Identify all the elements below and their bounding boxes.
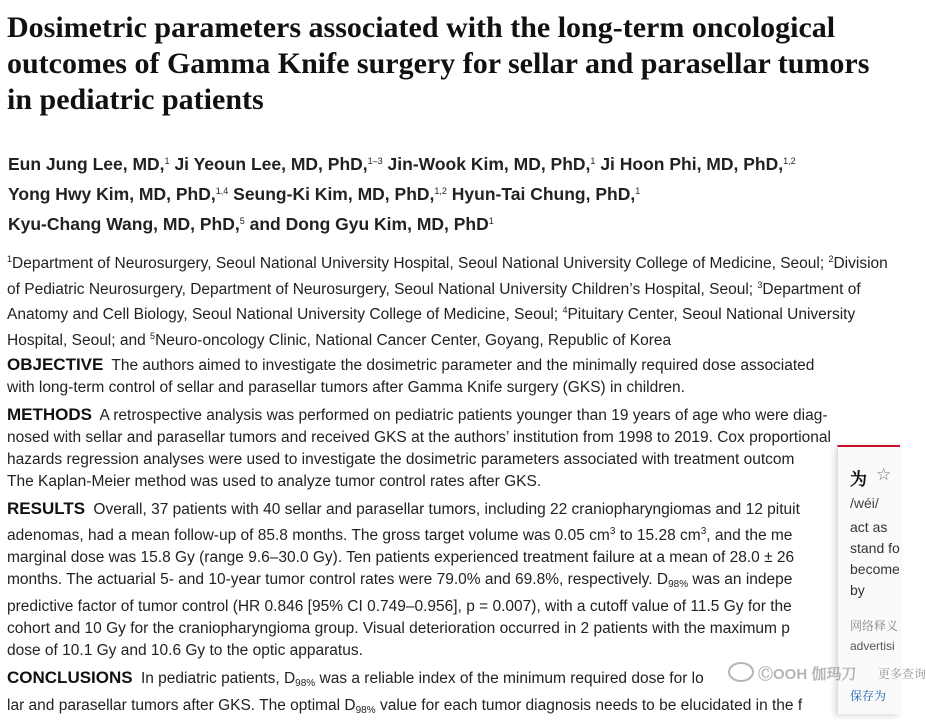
save-as-link[interactable]: 保存为 bbox=[850, 689, 887, 703]
affiliations: $^1$Department of Neurosurgery, Seoul National University Hospital, Seoul National University College of Medicine, Seoul; $^2$Division of Pediatric Neurosurgery, Department of Neurosurgery, Seoul National University Children’s Hospital, Seoul; $^3$Department of Anatomy and Cell Biology, Seoul National University College of Medicine, Seoul; $^4$Pituitary Center, Seoul National University Hospital, Seoul; and $^5$Neuro-oncology Clinic, National Cancer Center, Goyang, Republic of Korea bbox=[7, 254, 888, 349]
author: Jin-Wook Kim, MD, PhD, bbox=[387, 154, 591, 174]
web-definitions-label: 网络释义 bbox=[850, 619, 899, 633]
popup-word: 为 bbox=[850, 470, 867, 489]
abstract-results: RESULTS Overall, 37 patients with 40 sellar and parasellar tumors, including 22 craniopharyngiomas and 12 pituit adenomas, had a mean follow-up of 85.8 months. The gross target volume was 0.05 $cm^3$ to 15.28 $cm^3$, and the me marginal dose was 15.8 Gy (range 9.6–30.0 Gy). Ten patients experienced treatment failure at a mean of 28.0 ± 26 months. The actuarial 5- and 10-year tumor control rates were 79.0% and 69.8%, respectively. $D_{98\%}$ was an indepe predictive factor of tumor control (HR 0.846 [95% CI 0.749–0.956], p = 0.007), with a cutoff value of 11.5 Gy for the cohort and 10 Gy for the craniopharyngioma group. Visual deterioration occurred in 2 patients with the maximum p dose of 10.1 Gy and 10.6 Gy to the optic apparatus. bbox=[7, 499, 800, 659]
affiliation: Neuro-oncology Clinic, National Cancer Center, Goyang, Republic of Korea bbox=[155, 331, 672, 349]
author: and Dong Gyu Kim, MD, PhD bbox=[249, 214, 489, 234]
affiliation: Pituitary Center, Seoul National University Hospital, Seoul; and bbox=[7, 306, 856, 349]
abstract-objective: OBJECTIVE The authors aimed to investigate the dosimetric parameter and the minimally required dose associated with long-term control of sellar and parasellar tumors after Gamma Knife surgery (GKS) in children. bbox=[7, 355, 815, 396]
definition-item: become bbox=[850, 561, 900, 577]
author: Hyun-Tai Chung, PhD, bbox=[451, 184, 636, 204]
author-list: Eun Jung Lee, MD,$^1$ Ji Yeoun Lee, MD, PhD,$^{1-3}$ Jin-Wook Kim, MD, PhD,$^1$ Ji Hoon Phi, MD, PhD,$^{1,2}$ Yong Hwy Kim, MD, PhD,$^{1,4}$ Seung-Ki Kim, MD, PhD,$^{1,2}$ Hyun-Tai Chung, PhD,$^1$ Kyu-Chang Wang, MD, PhD,$^5$ and Dong Gyu Kim, MD, PhD$^1$ bbox=[8, 154, 796, 234]
author: Kyu-Chang Wang, MD, PhD, bbox=[8, 214, 240, 234]
author: Ji Yeoun Lee, MD, PhD, bbox=[174, 154, 368, 174]
author: Ji Hoon Phi, MD, PhD, bbox=[600, 154, 784, 174]
favorite-star-icon[interactable]: ☆ bbox=[876, 465, 892, 484]
author: Seung-Ki Kim, MD, PhD, bbox=[233, 184, 435, 204]
section-label: METHODS bbox=[7, 405, 92, 424]
author: Eun Jung Lee, MD, bbox=[8, 154, 165, 174]
wechat-icon bbox=[728, 662, 754, 682]
definition-item: by bbox=[850, 582, 865, 598]
abstract-methods: METHODS A retrospective analysis was performed on pediatric patients younger than 19 years of age who were diag- nosed with sellar and parasellar tumors and received GKS at the authors’ institution from 1998 to 2019. Cox proportional hazards regression analyses were used to investigate the dosimetric parameters associated with treatment outcom The Kaplan-Meier method was used to analyze tumor control rates after GKS. bbox=[7, 405, 831, 490]
more-lookup-link[interactable]: 更多查询 bbox=[878, 667, 926, 681]
watermark: ⒸOOH 伽玛刀 bbox=[728, 662, 888, 686]
section-label: CONCLUSIONS bbox=[7, 668, 133, 687]
article-title: Dosimetric parameters associated with the long-term oncological outcomes of Gamma Knife surgery for sellar and parasellar tumors in pediatric patients bbox=[7, 11, 870, 116]
section-label: RESULTS bbox=[7, 499, 86, 518]
section-label: OBJECTIVE bbox=[7, 355, 104, 374]
definition-item: act as bbox=[850, 519, 888, 535]
popup-pinyin: /wéi/ bbox=[850, 495, 879, 511]
affiliation: Department of Anatomy and Cell Biology, Seoul National University College of Medicine, Seoul; bbox=[7, 280, 861, 323]
author: Yong Hwy Kim, MD, PhD, bbox=[8, 184, 216, 204]
web-definition-item: advertisi bbox=[850, 639, 895, 653]
abstract-conclusions: CONCLUSIONS In pediatric patients, $D_{98\%}$ was a reliable index of the minimum required dose for lo lar and parasellar tumors after GKS. The optimal $D_{98\%}$ value for each tumor diagnosis needs to be elucidated in the f bbox=[7, 668, 803, 716]
affiliation: Division of Pediatric Neurosurgery, Department of Neurosurgery, Seoul National University Children’s Hospital, Seoul; bbox=[7, 255, 888, 298]
affiliation: Department of Neurosurgery, Seoul National University Hospital, Seoul National University College of Medicine, Seoul; bbox=[12, 255, 825, 272]
definition-item: stand fo bbox=[850, 540, 900, 556]
popup-definitions bbox=[850, 517, 900, 601]
